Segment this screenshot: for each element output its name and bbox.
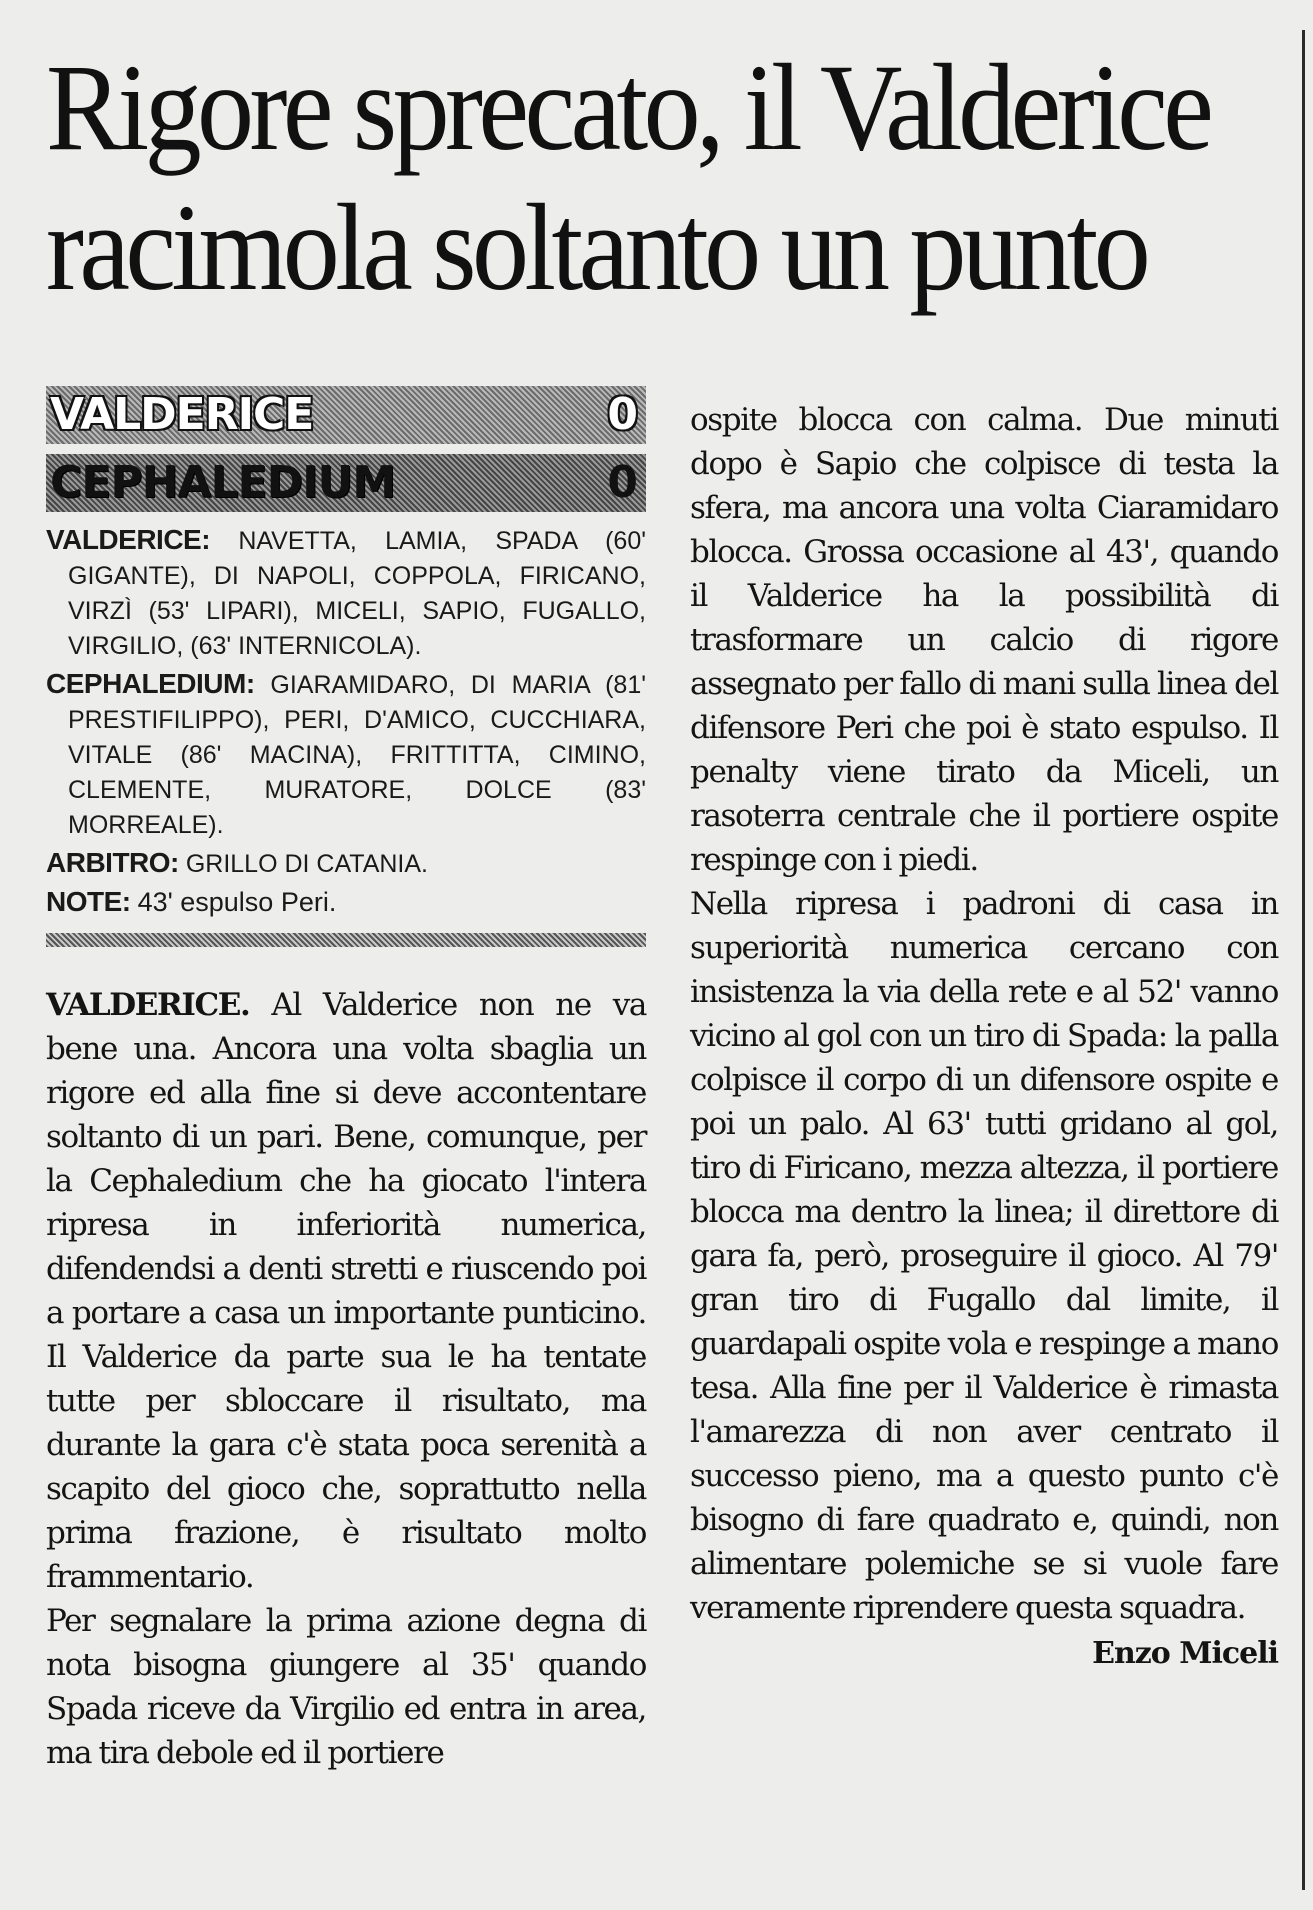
article-paragraph-2-start: Per segnalare la prima azione degna di nota bisogna giungere al 35' quando Spada riceve da Virgilio ed entra in area, ma tira debole ed il portiere bbox=[46, 1603, 646, 1771]
scoreboard-home bbox=[46, 386, 646, 444]
dateline: VALDERICE. bbox=[46, 987, 250, 1023]
headline bbox=[46, 38, 1210, 318]
paragraph-1-text: Al Valderice non ne va bene una. Ancora una volta sbaglia un rigore ed alla fine si deve accontentare soltanto di un pari. Bene, comunque, per la Cephaledium che ha giocato l'intera ripresa in inferiorità numerica, difendendsi a denti stretti e riuscendo poi a portare a casa un importante punticino. Il Valderice da parte sua le ha tentate tutte per sbloccare il risultato, ma durante la gara c'è stata poca serenità a scapito del gioco che, soprattutto nella prima frazione, è risultato molto frammentario. bbox=[46, 987, 646, 1595]
away-team-name: CEPHALEDIUM bbox=[50, 457, 395, 508]
headline-line-1: Rigore sprecato, il Valderice bbox=[46, 39, 1210, 176]
headline-line-2: racimola soltanto un punto bbox=[46, 179, 1147, 316]
article-paragraph-3: Nella ripresa i padroni di casa in superiorità numerica cercano con insistenza la via della rete e al 52' vanno vicino al gol con un tiro di Spada: la palla colpisce il corpo di un difensore ospite e poi un palo. Al 63' tutti gridano al gol, tiro di Firicano, mezza altezza, il portiere blocca ma dentro la linea; il direttore di gara fa, però, proseguire il gioco. Al 79' gran tiro di Fugallo dal limite, il guardapali ospite vola e respinge a mano tesa. Alla fine per il Valderice è rimasta l'amarezza di non aver centrato il successo pieno, ma a questo punto c'è bisogno di fare quadrato e, quindi, non alimentare polemiche se si vuole fare veramente riprendere questa squadra. bbox=[690, 886, 1278, 1626]
home-lineup-label: VALDERICE: bbox=[46, 524, 211, 555]
notes-text: 43' espulso Peri. bbox=[137, 887, 337, 917]
left-column bbox=[46, 386, 646, 1775]
article-paragraph-1 bbox=[46, 983, 646, 1599]
home-lineup-players: NAVETTA, LAMIA, SPADA (60' GIGANTE), DI NAPOLI, COPPOLA, FIRICANO, VIRZÌ (53' LIPARI), MICELI, SAPIO, FUGALLO, VIRGILIO, (63' INTERNICOLA). bbox=[68, 527, 647, 660]
away-lineup-players: GIARAMIDARO, DI MARIA (81' PRESTIFILIPPO), PERI, D'AMICO, CUCCHIARA, VITALE (86' MACINA), FRITTITTA, CIMINO, CLEMENTE, MURATORE, DOLCE (83' MORREALE). bbox=[68, 671, 647, 839]
article-paragraph-2-end: ospite blocca con calma. Due minuti dopo è Sapio che colpisce di testa la sfera, ma ancora una volta Ciaramidaro blocca. Grossa occasione al 43', quando il Valderice ha la possibilità di trasformare un calcio di rigore assegnato per fallo di mani sulla linea del difensore Peri che poi è stato espulso. Il penalty viene tirato da Miceli, un rasoterra centrale che il portiere ospite respinge con i piedi. bbox=[690, 402, 1278, 878]
away-lineup-label: CEPHALEDIUM: bbox=[46, 668, 255, 699]
away-team-score: 0 bbox=[607, 457, 638, 508]
referee-name: GRILLO DI CATANIA. bbox=[185, 850, 429, 878]
notes-line bbox=[46, 884, 646, 921]
column-rule bbox=[1302, 30, 1305, 1890]
article-body-right bbox=[690, 398, 1278, 1630]
lineups-box bbox=[46, 522, 646, 947]
referee-label: ARBITRO: bbox=[46, 847, 179, 878]
home-team-score: 0 bbox=[607, 389, 638, 440]
away-lineup bbox=[46, 666, 646, 843]
scoreboard-away bbox=[46, 454, 646, 512]
right-column bbox=[690, 398, 1278, 1674]
byline: Enzo Miceli bbox=[1092, 1636, 1278, 1671]
home-team-name: VALDERICE bbox=[50, 389, 314, 440]
notes-label: NOTE: bbox=[46, 886, 131, 917]
home-lineup bbox=[46, 522, 646, 664]
article-body-left bbox=[46, 983, 646, 1775]
lineup-divider bbox=[46, 933, 646, 947]
referee-line bbox=[46, 845, 646, 882]
